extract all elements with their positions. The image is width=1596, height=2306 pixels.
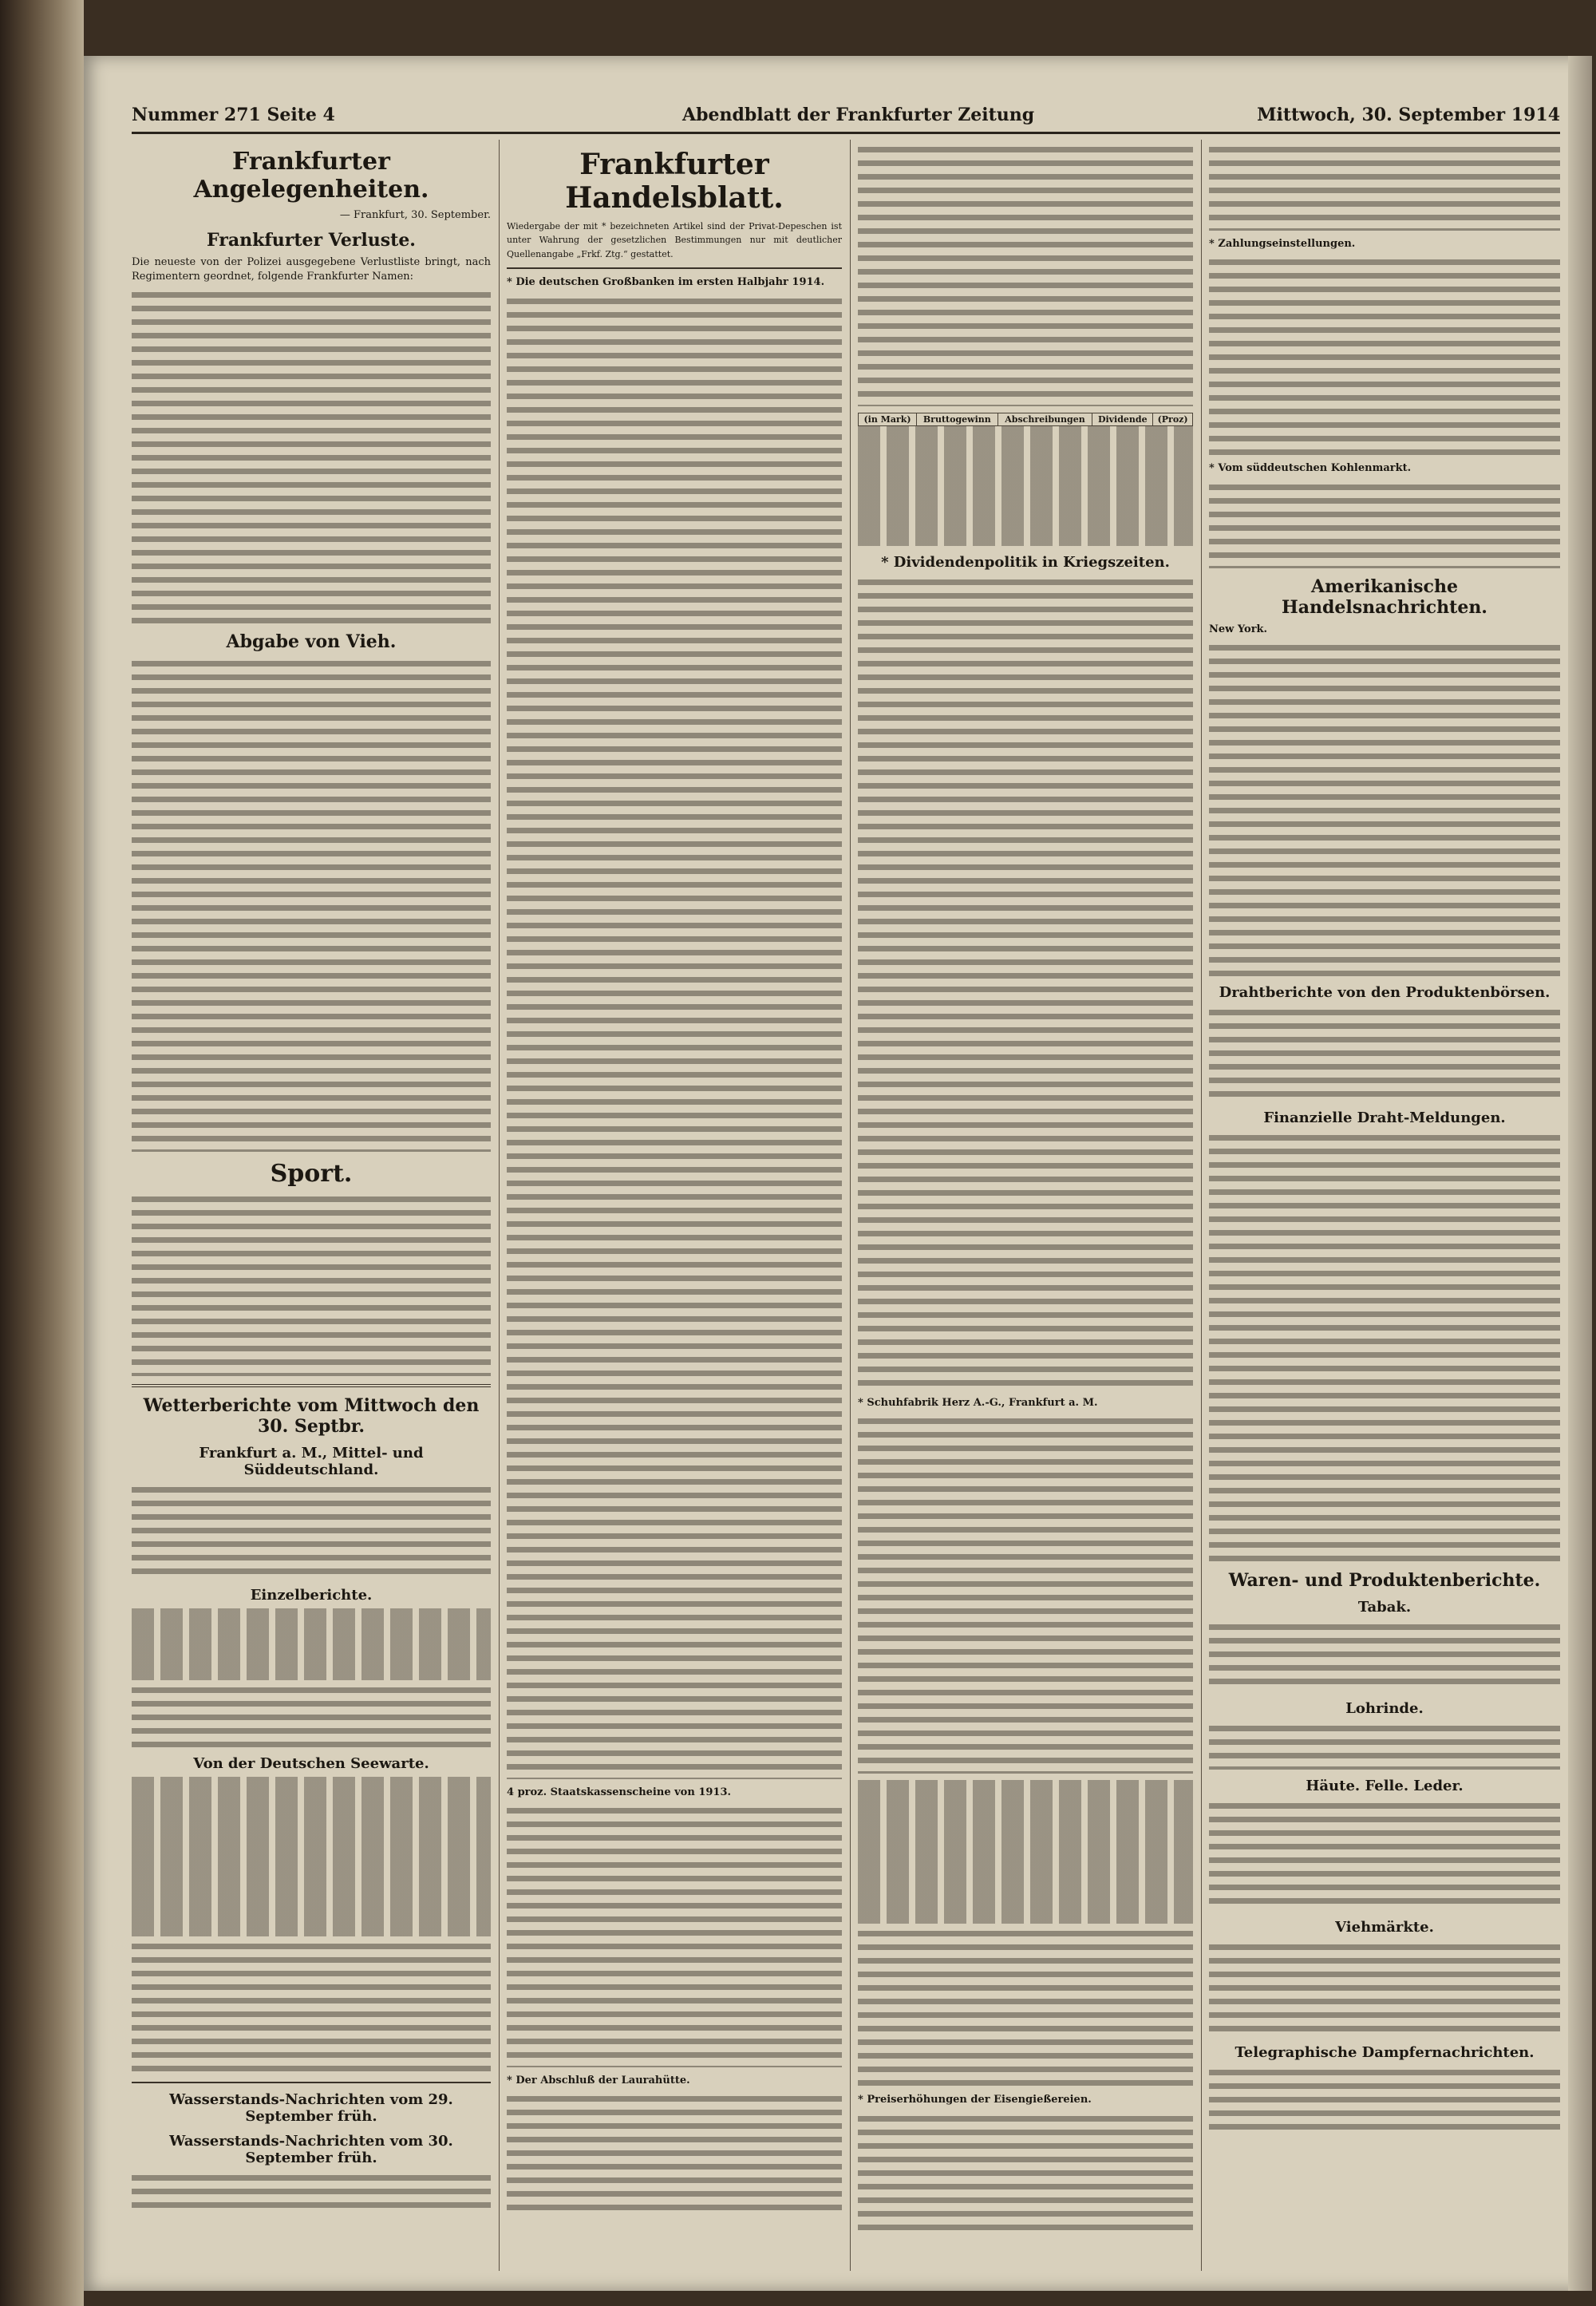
- text-block: [1209, 1620, 1560, 1692]
- draht-heading: Drahtberichte von den Produktenbörsen.: [1219, 984, 1551, 1002]
- article-heading: * Vom süddeutschen Kohlenmarkt.: [1209, 462, 1412, 475]
- handelsblatt-title: Frankfurter Handelsblatt.: [565, 148, 784, 215]
- edition-title: Abendblatt der Frankfurter Zeitung: [682, 105, 1035, 125]
- dividend-heading: * Dividendenpolitik in Kriegszeiten.: [881, 554, 1170, 571]
- vieh-heading: Viehmärkte.: [1335, 1919, 1434, 1936]
- text-block: [1209, 255, 1560, 455]
- issue-date: Mittwoch, 30. September 1914: [1257, 105, 1560, 125]
- text-block: [1209, 2066, 1560, 2138]
- article-heading: * Preiserhöhungen der Eisengießereien.: [858, 2094, 1092, 2106]
- column-handelsblatt: [507, 140, 842, 2271]
- text-block: [507, 1804, 842, 2067]
- text-block: [858, 576, 1193, 1390]
- table-header: (in Mark): [859, 413, 917, 426]
- article-heading: * Schuhfabrik Herz A.-G., Frankfurt a. M.: [858, 1397, 1098, 1409]
- article-heading: New York.: [1209, 623, 1268, 635]
- text-block: [1209, 1722, 1560, 1770]
- weather-table-heading: Einzelberichte.: [250, 1587, 373, 1604]
- lohrinde-heading: Lohrinde.: [1345, 1700, 1424, 1718]
- page-header: [132, 100, 1560, 134]
- water-heading-1: Wasserstands-Nachrichten vom 29. September früh.: [169, 2091, 453, 2126]
- weather-table: [132, 1608, 491, 1680]
- text-block: [1209, 143, 1560, 231]
- losses-heading: Frankfurter Verluste.: [207, 230, 416, 251]
- book-binding: [0, 0, 84, 2306]
- text-block: [132, 2171, 491, 2211]
- haeute-heading: Häute. Felle. Leder.: [1306, 1778, 1464, 1795]
- finance-heading: Finanzielle Draht-Meldungen.: [1263, 1109, 1506, 1127]
- text-block: [1209, 1131, 1560, 1562]
- column-local-news: [132, 140, 491, 2271]
- text-block: [132, 1940, 491, 2075]
- column-rule: [499, 140, 500, 2271]
- dampfer-heading: Telegraphische Dampfernachrichten.: [1235, 2044, 1535, 2062]
- text-block: [132, 1483, 491, 1579]
- table-header: Bruttogewinn: [917, 413, 998, 426]
- subsection-heading: Abgabe von Vieh.: [226, 631, 397, 653]
- text-block: [132, 1683, 491, 1747]
- dateline: — Frankfurt, 30. September.: [339, 209, 491, 221]
- text-block: [1209, 481, 1560, 568]
- text-block: [507, 295, 842, 1779]
- text-block: [132, 288, 491, 623]
- seewarte-heading: Von der Deutschen Seewarte.: [193, 1755, 429, 1773]
- text-block: [507, 2092, 842, 2212]
- text-block: [858, 143, 1193, 406]
- column-rule: [850, 140, 851, 2271]
- column-rule: [1201, 140, 1202, 2271]
- text-block: [858, 1414, 1193, 1774]
- page-edge: [1568, 56, 1592, 2291]
- column-dividends: [858, 140, 1193, 2271]
- section-title: Frankfurter Angelegenheiten.: [193, 148, 429, 204]
- article-heading: * Die deutschen Großbanken im ersten Halbjahr 1914.: [507, 276, 825, 289]
- station-table: [132, 1777, 491, 1936]
- issue-number: Nummer 271 Seite 4: [132, 105, 335, 125]
- newspaper-page: [84, 56, 1592, 2291]
- text-block: [132, 1193, 491, 1376]
- table-header: Abschreibungen: [998, 413, 1092, 426]
- weather-subheading: Frankfurt a. M., Mittel- und Süddeutschland.: [199, 1445, 424, 1479]
- article-heading: * Der Abschluß der Laurahütte.: [507, 2075, 690, 2087]
- article-heading: 4 proz. Staatskassenscheine von 1913.: [507, 1786, 732, 1798]
- table-header: Dividende: [1092, 413, 1153, 426]
- text-block: [1209, 1940, 1560, 2036]
- tabak-heading: Tabak.: [1357, 1599, 1412, 1616]
- text-block: [1209, 1799, 1560, 1911]
- waren-heading: Waren- und Produktenberichte.: [1228, 1570, 1541, 1592]
- text-block: [858, 1927, 1193, 2086]
- amer-heading: Amerikanische Handelsnachrichten.: [1282, 576, 1487, 618]
- text-block: [1209, 641, 1560, 976]
- text-block: [1209, 1006, 1560, 1102]
- text-block: [132, 657, 491, 1152]
- article-heading: * Zahlungseinstellungen.: [1209, 238, 1356, 250]
- column-market-reports: [1209, 140, 1560, 2271]
- losses-intro: Die neueste von der Polizei ausgegebene Verlustliste bringt, nach Regimentern geordnet, folgende Frankfurter Namen:: [132, 256, 491, 283]
- sport-heading: Sport.: [270, 1160, 353, 1189]
- bank-table: [858, 413, 1193, 426]
- text-block: [858, 2112, 1193, 2232]
- company-table: [858, 1780, 1193, 1924]
- copyright-note: Wiedergabe der mit * bezeichneten Artikel sind der Privat-Depeschen ist unter Wahrung der gesetzlichen Bestimmungen nur mit deutlicher Quellenangabe „Frkf. Ztg.“ gestattet.: [507, 221, 842, 259]
- table-header: (Proz): [1153, 413, 1193, 426]
- table-body: [858, 426, 1193, 546]
- weather-heading: Wetterberichte vom Mittwoch den 30. Septbr.: [143, 1395, 480, 1438]
- water-heading-2: Wasserstands-Nachrichten vom 30. September früh.: [169, 2133, 453, 2167]
